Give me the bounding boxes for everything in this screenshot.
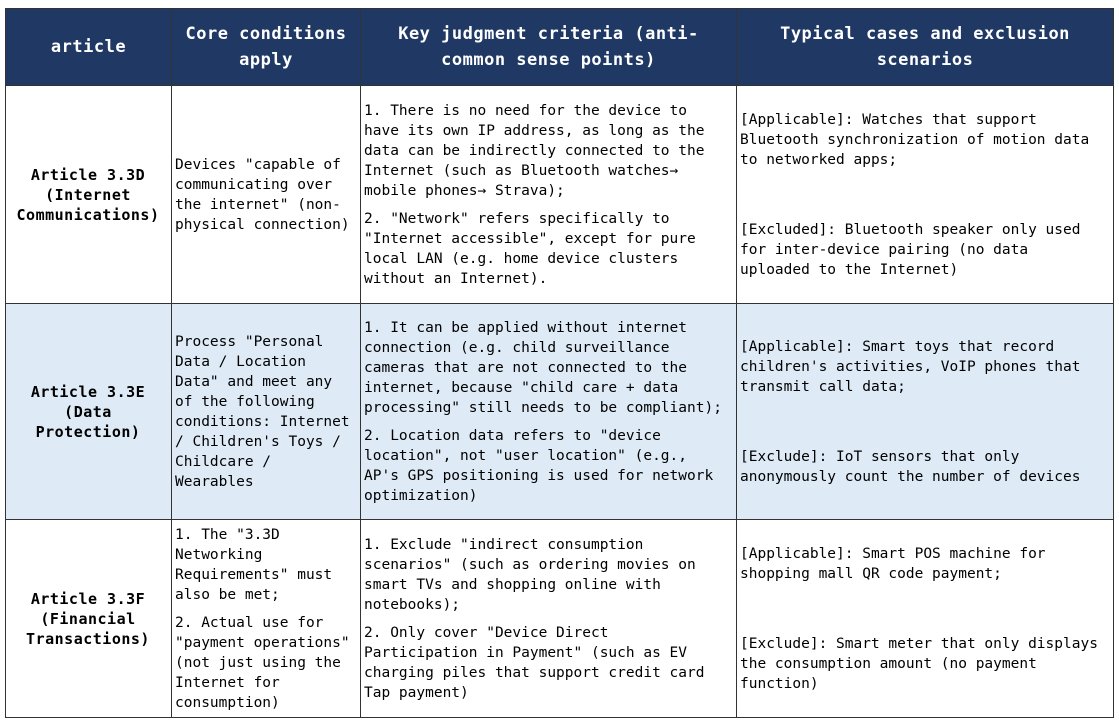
header-key-criteria: Key judgment criteria (anti- common sense points) [361,9,737,86]
criteria-point: 1. There is no need for the device to have its own IP address, as long as the data can be indirectly connected to the Internet (such as Bluetooth watches→ mobile phones→ Strava); [364,102,705,199]
conditions-cell: Devices "capable of communicating over the internet" (non- physical connection) [172,86,361,304]
criteria-point: 2. Location data refers to "device location", not "user location" (e.g., AP's GPS positioning is used for network optimization) [364,427,714,504]
cases-cell [737,304,1114,520]
criteria-cell [361,86,737,304]
condition-point: 1. The "3.3D Networking Requirements" must also be met; [175,526,333,603]
condition-point: 2. Actual use for "payment operations" (not just using the Internet for consumption) [175,614,350,711]
table-row [6,86,1114,304]
criteria-point: 2. Only cover "Device Direct Participation in Payment" (such as EV charging piles that support credit card Tap payment) [364,624,705,701]
case-applicable: [Applicable]: Smart toys that record children's activities, VoIP phones that transmit call data; [740,338,1081,395]
header-core-conditions: Core conditions apply [172,9,361,86]
criteria-cell [361,304,737,520]
conditions-cell: Process "Personal Data / Location Data" and meet any of the following conditions: Internet / Children's Toys / Childcare / Wearables [172,304,361,520]
cases-cell [737,520,1114,718]
header-article: article [6,9,172,86]
article-cell: Article 3.3F (Financial Transactions) [6,520,172,718]
case-excluded: [Excluded]: Bluetooth speaker only used for inter-device pairing (no data uploaded to the Internet) [740,221,1081,278]
conditions-cell [172,520,361,718]
article-cell: Article 3.3D (Internet Communications) [6,86,172,304]
table-row [6,304,1114,520]
case-applicable: [Applicable]: Watches that support Bluetooth synchronization of motion data to networked apps; [740,111,1090,168]
criteria-point: 1. It can be applied without internet connection (e.g. child surveillance cameras that are not connected to the internet, because "child care + data processing" still needs to be compliant); [364,319,722,416]
criteria-point: 2. "Network" refers specifically to "Internet accessible", except for pure local LAN (e.g. home device clusters without an Internet). [364,210,696,287]
article-cell: Article 3.3E (Data Protection) [6,304,172,520]
criteria-point: 1. Exclude "indirect consumption scenarios" (such as ordering movies on smart TVs and shopping online with notebooks); [364,536,696,613]
case-applicable: [Applicable]: Smart POS machine for shopping mall QR code payment; [740,545,1046,582]
header-typical-cases: Typical cases and exclusion scenarios [737,9,1114,86]
table-row [6,520,1114,718]
criteria-cell [361,520,737,718]
requirements-table [5,8,1114,718]
case-excluded: [Exclude]: IoT sensors that only anonymously count the number of devices [740,448,1081,485]
table-header-row [6,9,1114,86]
cases-cell [737,86,1114,304]
case-excluded: [Exclude]: Smart meter that only displays the consumption amount (no payment function) [740,635,1098,692]
